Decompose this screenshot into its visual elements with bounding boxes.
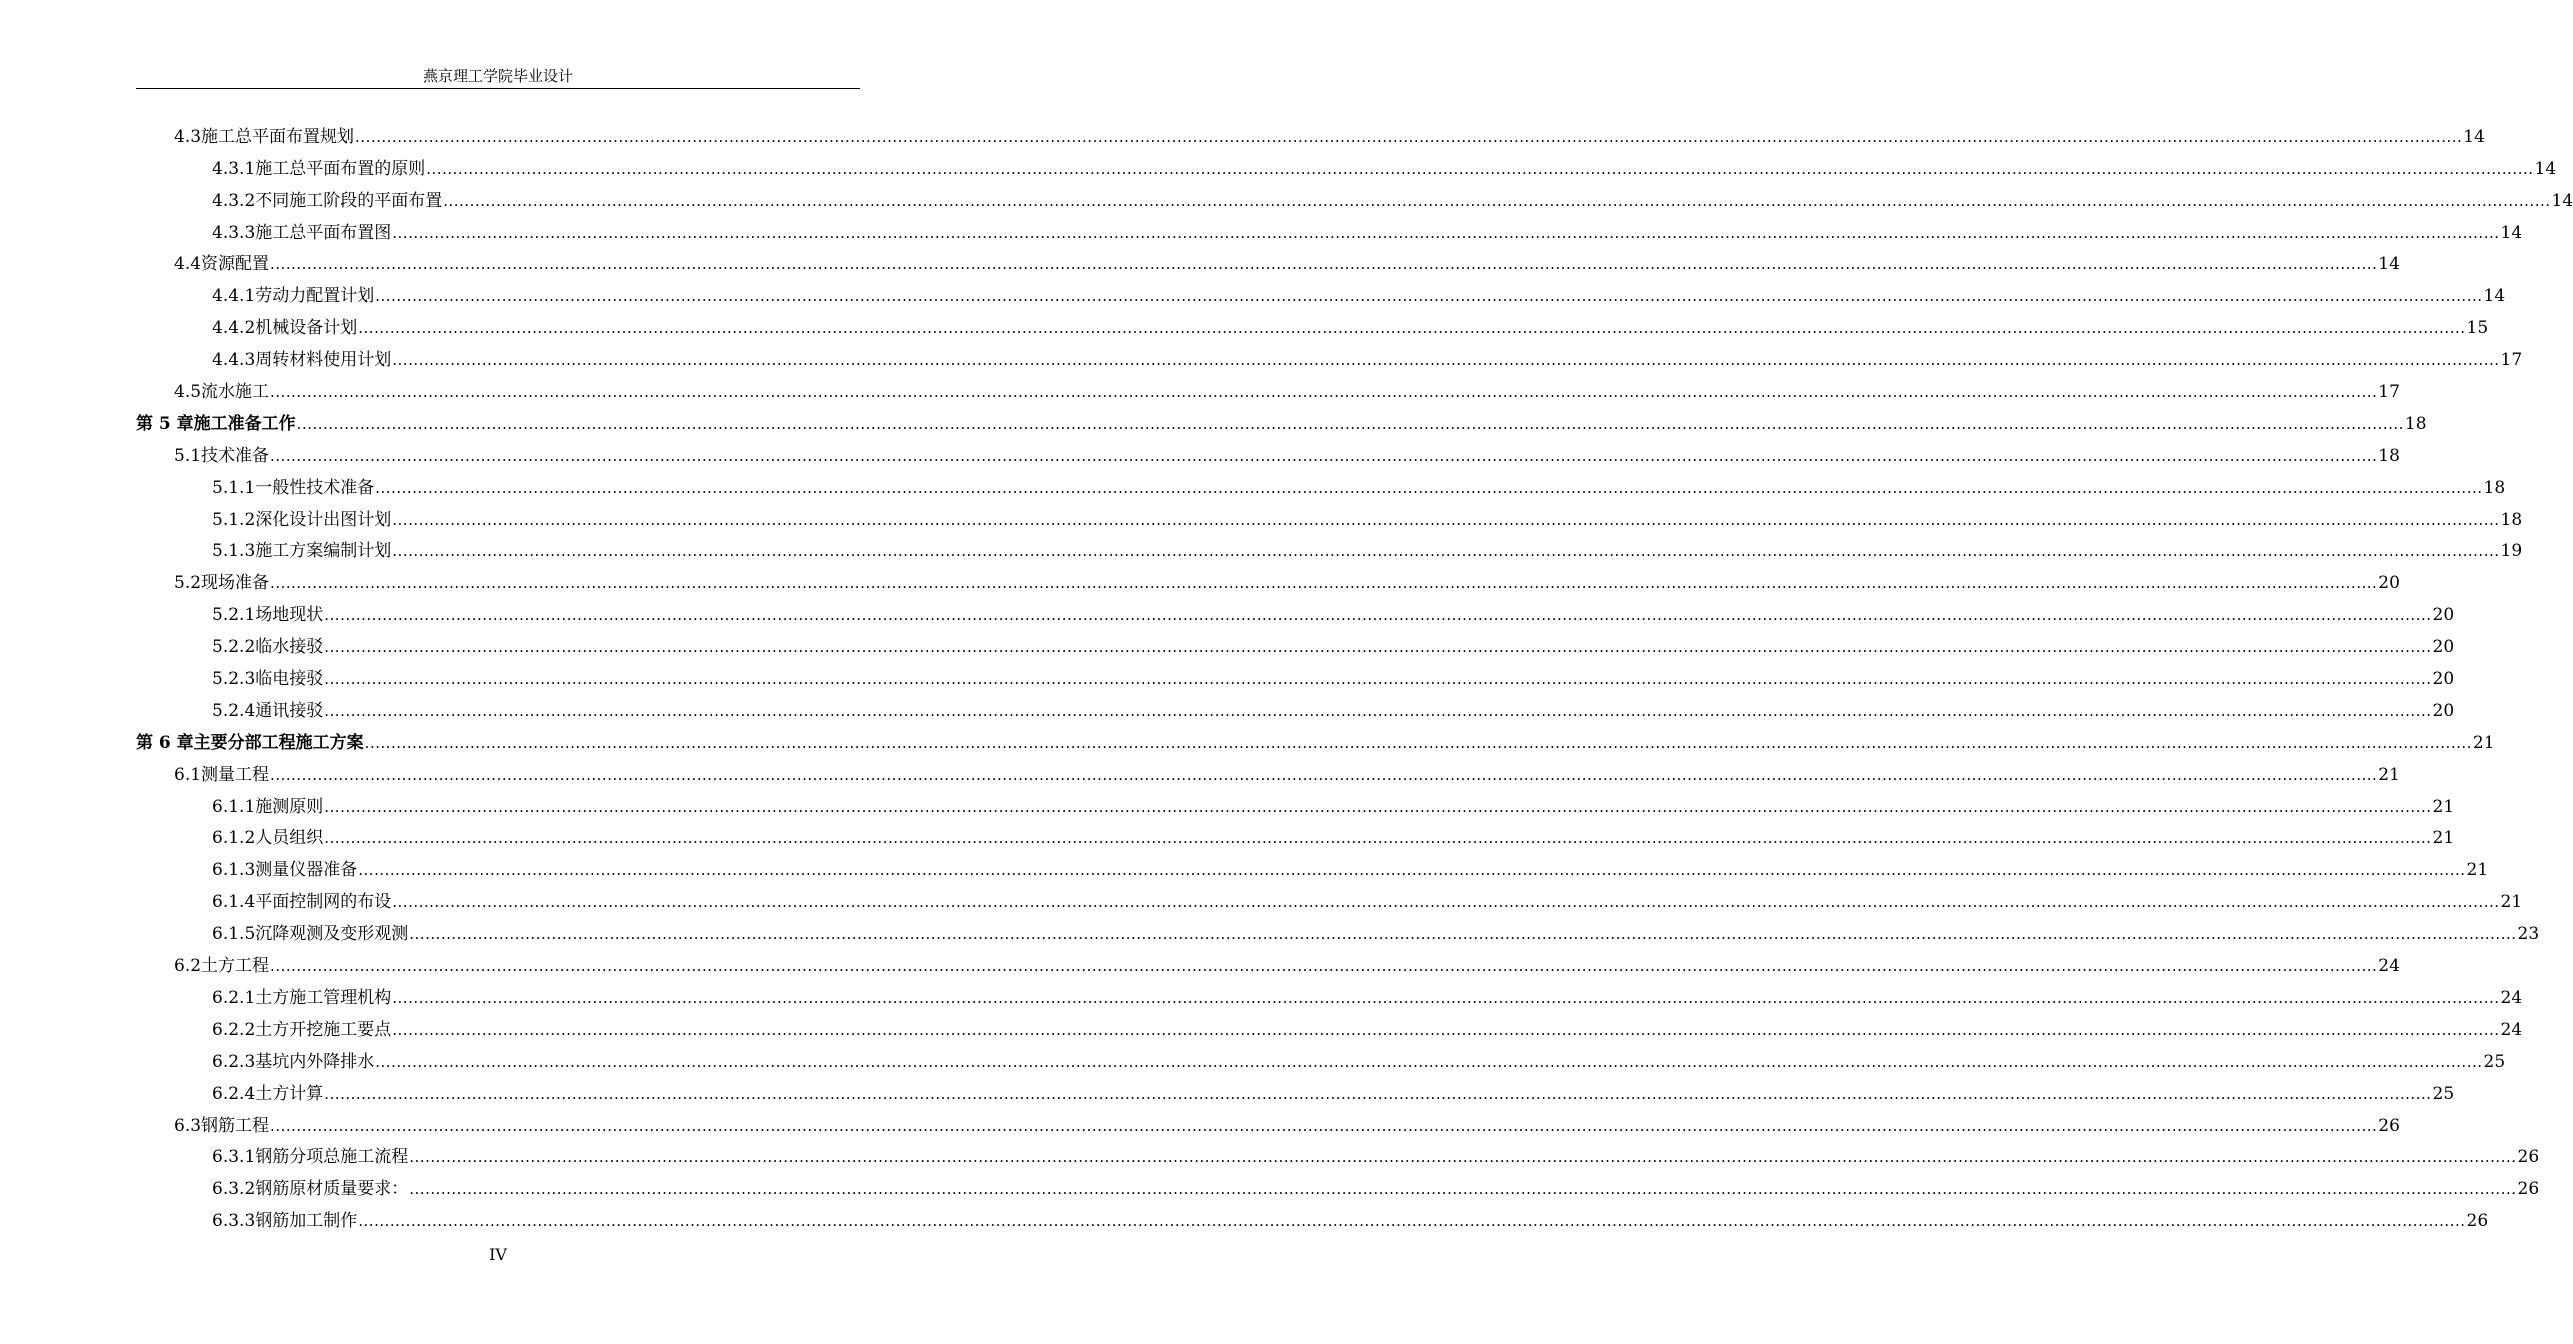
toc-entry-title: 沉降观测及变形观测 bbox=[255, 924, 409, 945]
toc-entry[interactable] bbox=[136, 307, 2489, 339]
toc-entry-number: 6.3 bbox=[174, 1115, 202, 1136]
toc-entry[interactable] bbox=[136, 977, 2523, 1009]
toc-entry-number: 4.3.2 bbox=[212, 190, 256, 211]
toc-dot-leader: ................................................................................................................................................................................................................................................................................................................................................................................................................ bbox=[375, 478, 2483, 497]
toc-entry[interactable] bbox=[136, 722, 2495, 754]
toc-dot-leader: ................................................................................................................................................................................................................................................................................................................................................................................................................ bbox=[392, 351, 2500, 370]
toc-entry-page: 18 bbox=[2483, 477, 2506, 498]
toc-entry[interactable] bbox=[136, 212, 2523, 244]
toc-entry-page: 21 bbox=[2466, 860, 2489, 881]
toc-entry-page: 23 bbox=[2517, 924, 2540, 945]
toc-dot-leader: ................................................................................................................................................................................................................................................................................................................................................................................................................ bbox=[324, 606, 2432, 625]
toc-entry-number: 6.3.2 bbox=[212, 1179, 256, 1200]
toc-dot-leader: ................................................................................................................................................................................................................................................................................................................................................................................................................ bbox=[324, 670, 2432, 689]
page-header: 燕京理工学院毕业设计 bbox=[422, 67, 573, 85]
toc-dot-leader: ................................................................................................................................................................................................................................................................................................................................................................................................................ bbox=[270, 383, 2378, 402]
toc-dot-leader: ................................................................................................................................................................................................................................................................................................................................................................................................................ bbox=[324, 701, 2432, 720]
toc-entry-title: 钢筋分项总施工流程 bbox=[255, 1147, 409, 1168]
toc-entry-title: 施测原则 bbox=[255, 796, 324, 817]
toc-entry-page: 14 bbox=[2551, 190, 2573, 211]
header-divider bbox=[136, 88, 860, 89]
toc-entry-page: 24 bbox=[2500, 987, 2523, 1008]
toc-entry[interactable] bbox=[136, 403, 2427, 435]
toc-entry-page: 14 bbox=[2463, 126, 2485, 147]
toc-entry-page: 20 bbox=[2378, 573, 2400, 594]
toc-dot-leader: ................................................................................................................................................................................................................................................................................................................................................................................................................ bbox=[364, 733, 2472, 752]
toc-entry[interactable] bbox=[136, 786, 2455, 818]
toc-dot-leader: ................................................................................................................................................................................................................................................................................................................................................................................................................ bbox=[409, 1180, 2517, 1199]
toc-entry-title: 钢筋加工制作 bbox=[255, 1211, 358, 1232]
toc-dot-leader: ................................................................................................................................................................................................................................................................................................................................................................................................................ bbox=[324, 829, 2432, 848]
toc-entry[interactable] bbox=[136, 881, 2523, 913]
toc-entry-title: 施工总平面布置规划 bbox=[201, 126, 355, 147]
toc-entry-number: 第 6 章 bbox=[136, 732, 194, 753]
toc-entry-number: 5.1.1 bbox=[212, 477, 256, 498]
toc-entry-page: 25 bbox=[2432, 1083, 2455, 1104]
toc-entry[interactable] bbox=[136, 849, 2489, 881]
toc-entry[interactable] bbox=[136, 244, 2400, 276]
toc-entry[interactable] bbox=[136, 754, 2400, 786]
toc-entry-title: 技术准备 bbox=[201, 445, 270, 466]
toc-entry-title: 钢筋工程 bbox=[201, 1115, 270, 1136]
toc-dot-leader: ................................................................................................................................................................................................................................................................................................................................................................................................................ bbox=[324, 797, 2432, 816]
toc-entry-page: 21 bbox=[2432, 828, 2455, 849]
toc-entry-number: 5.2.3 bbox=[212, 669, 256, 690]
toc-entry-page: 18 bbox=[2404, 413, 2427, 434]
toc-entry-page: 26 bbox=[2378, 1115, 2400, 1136]
toc-entry[interactable] bbox=[136, 435, 2400, 467]
toc-entry-title: 钢筋原材质量要求： bbox=[255, 1179, 409, 1200]
toc-entry[interactable] bbox=[136, 499, 2523, 531]
toc-dot-leader: ................................................................................................................................................................................................................................................................................................................................................................................................................ bbox=[270, 255, 2378, 274]
toc-entry-page: 21 bbox=[2500, 892, 2523, 913]
toc-entry-number: 5.2.1 bbox=[212, 605, 256, 626]
toc-entry-number: 5.1.3 bbox=[212, 541, 256, 562]
toc-entry-number: 5.2.2 bbox=[212, 637, 256, 658]
toc-entry[interactable] bbox=[136, 339, 2523, 371]
toc-entry-title: 现场准备 bbox=[201, 573, 270, 594]
toc-entry-title: 施工总平面布置图 bbox=[255, 222, 392, 243]
toc-entry-title: 周转材料使用计划 bbox=[255, 350, 392, 371]
toc-entry-page: 24 bbox=[2378, 956, 2400, 977]
toc-entry-page: 18 bbox=[2378, 445, 2400, 466]
toc-entry-title: 施工准备工作 bbox=[193, 413, 296, 434]
toc-dot-leader: ................................................................................................................................................................................................................................................................................................................................................................................................................ bbox=[443, 191, 2551, 210]
toc-entry-number: 4.3 bbox=[174, 126, 202, 147]
toc-entry-title: 临电接驳 bbox=[255, 669, 324, 690]
toc-entry-page: 20 bbox=[2432, 669, 2455, 690]
toc-entry-page: 14 bbox=[2483, 286, 2506, 307]
toc-dot-leader: ................................................................................................................................................................................................................................................................................................................................................................................................................ bbox=[392, 893, 2500, 912]
toc-entry-page: 26 bbox=[2517, 1179, 2540, 1200]
toc-entry-page: 17 bbox=[2378, 382, 2400, 403]
toc-entry-title: 流水施工 bbox=[201, 382, 270, 403]
toc-entry-title: 施工总平面布置的原则 bbox=[255, 158, 426, 179]
toc-entry-title: 土方开挖施工要点 bbox=[255, 1019, 392, 1040]
toc-dot-leader: ................................................................................................................................................................................................................................................................................................................................................................................................................ bbox=[375, 287, 2483, 306]
toc-entry-page: 19 bbox=[2500, 541, 2523, 562]
toc-entry[interactable] bbox=[136, 1009, 2523, 1041]
toc-dot-leader: ................................................................................................................................................................................................................................................................................................................................................................................................................ bbox=[296, 414, 2404, 433]
toc-entry-number: 4.3.3 bbox=[212, 222, 256, 243]
toc-entry-number: 6.1.2 bbox=[212, 828, 256, 849]
toc-entry[interactable] bbox=[136, 1168, 2540, 1200]
toc-entry[interactable] bbox=[136, 148, 2557, 180]
toc-dot-leader: ................................................................................................................................................................................................................................................................................................................................................................................................................ bbox=[409, 1148, 2517, 1167]
toc-entry-number: 4.4.1 bbox=[212, 286, 256, 307]
toc-entry-title: 深化设计出图计划 bbox=[255, 509, 392, 530]
toc-entry-title: 不同施工阶段的平面布置 bbox=[255, 190, 443, 211]
toc-entry[interactable] bbox=[136, 658, 2455, 690]
toc-dot-leader: ................................................................................................................................................................................................................................................................................................................................................................................................................ bbox=[358, 1212, 2466, 1231]
toc-entry-title: 土方计算 bbox=[255, 1083, 324, 1104]
toc-entry-title: 平面控制网的布设 bbox=[255, 892, 392, 913]
toc-entry[interactable] bbox=[136, 1137, 2540, 1169]
toc-entry-page: 26 bbox=[2517, 1147, 2540, 1168]
toc-dot-leader: ................................................................................................................................................................................................................................................................................................................................................................................................................ bbox=[375, 1052, 2483, 1071]
toc-entry-title: 场地现状 bbox=[255, 605, 324, 626]
toc-entry-title: 一般性技术准备 bbox=[255, 477, 375, 498]
table-of-contents bbox=[136, 116, 2573, 1232]
toc-entry[interactable] bbox=[136, 945, 2400, 977]
toc-entry-page: 24 bbox=[2500, 1019, 2523, 1040]
toc-entry[interactable] bbox=[136, 690, 2455, 722]
toc-entry-page: 14 bbox=[2534, 158, 2557, 179]
toc-entry-page: 21 bbox=[2432, 796, 2455, 817]
toc-entry-number: 4.4.2 bbox=[212, 318, 256, 339]
toc-entry[interactable] bbox=[136, 1105, 2400, 1137]
toc-entry-page: 17 bbox=[2500, 350, 2523, 371]
toc-entry-title: 人员组织 bbox=[255, 828, 324, 849]
toc-entry-number: 6.1.5 bbox=[212, 924, 256, 945]
toc-dot-leader: ................................................................................................................................................................................................................................................................................................................................................................................................................ bbox=[392, 988, 2500, 1007]
toc-entry[interactable] bbox=[136, 913, 2540, 945]
toc-dot-leader: ................................................................................................................................................................................................................................................................................................................................................................................................................ bbox=[270, 957, 2378, 976]
toc-entry-title: 机械设备计划 bbox=[255, 318, 358, 339]
toc-entry-page: 20 bbox=[2432, 637, 2455, 658]
toc-entry-number: 6.2.1 bbox=[212, 987, 256, 1008]
toc-entry[interactable] bbox=[136, 1073, 2455, 1105]
toc-entry-number: 5.1.2 bbox=[212, 509, 256, 530]
toc-entry[interactable] bbox=[136, 371, 2400, 403]
toc-entry-title: 资源配置 bbox=[201, 254, 270, 275]
toc-entry[interactable] bbox=[136, 467, 2506, 499]
toc-dot-leader: ................................................................................................................................................................................................................................................................................................................................................................................................................ bbox=[358, 319, 2466, 338]
toc-entry-number: 5.2 bbox=[174, 573, 202, 594]
toc-entry-number: 6.1.1 bbox=[212, 796, 256, 817]
toc-dot-leader: ................................................................................................................................................................................................................................................................................................................................................................................................................ bbox=[358, 861, 2466, 880]
toc-entry-page: 15 bbox=[2466, 318, 2489, 339]
toc-entry-number: 第 5 章 bbox=[136, 413, 194, 434]
toc-entry-title: 测量工程 bbox=[201, 764, 270, 785]
toc-entry-number: 6.2 bbox=[174, 956, 202, 977]
toc-dot-leader: ................................................................................................................................................................................................................................................................................................................................................................................................................ bbox=[270, 574, 2378, 593]
toc-entry-page: 25 bbox=[2483, 1051, 2506, 1072]
toc-entry-number: 5.1 bbox=[174, 445, 202, 466]
toc-entry-number: 6.2.2 bbox=[212, 1019, 256, 1040]
toc-entry-title: 土方施工管理机构 bbox=[255, 987, 392, 1008]
toc-entry-title: 土方工程 bbox=[201, 956, 270, 977]
toc-entry-page: 26 bbox=[2466, 1211, 2489, 1232]
toc-entry-number: 6.2.4 bbox=[212, 1083, 256, 1104]
toc-entry-page: 21 bbox=[2378, 764, 2400, 785]
toc-entry-number: 4.4.3 bbox=[212, 350, 256, 371]
toc-entry-number: 6.1.4 bbox=[212, 892, 256, 913]
toc-entry-title: 主要分部工程施工方案 bbox=[193, 732, 364, 753]
toc-entry-title: 劳动力配置计划 bbox=[255, 286, 375, 307]
toc-dot-leader: ................................................................................................................................................................................................................................................................................................................................................................................................................ bbox=[270, 1116, 2378, 1135]
toc-dot-leader: ................................................................................................................................................................................................................................................................................................................................................................................................................ bbox=[324, 1084, 2432, 1103]
toc-entry-number: 4.5 bbox=[174, 382, 202, 403]
toc-entry[interactable] bbox=[136, 1200, 2489, 1232]
toc-entry-number: 6.3.1 bbox=[212, 1147, 256, 1168]
toc-entry-number: 6.3.3 bbox=[212, 1211, 256, 1232]
toc-dot-leader: ................................................................................................................................................................................................................................................................................................................................................................................................................ bbox=[409, 925, 2517, 944]
toc-entry[interactable] bbox=[136, 594, 2455, 626]
toc-entry-number: 6.1.3 bbox=[212, 860, 256, 881]
toc-dot-leader: ................................................................................................................................................................................................................................................................................................................................................................................................................ bbox=[355, 127, 2463, 146]
toc-dot-leader: ................................................................................................................................................................................................................................................................................................................................................................................................................ bbox=[324, 638, 2432, 657]
toc-entry[interactable] bbox=[136, 275, 2506, 307]
toc-entry[interactable] bbox=[136, 116, 2485, 148]
toc-entry-number: 4.3.1 bbox=[212, 158, 256, 179]
toc-entry[interactable] bbox=[136, 626, 2455, 658]
toc-dot-leader: ................................................................................................................................................................................................................................................................................................................................................................................................................ bbox=[392, 542, 2500, 561]
toc-entry-page: 14 bbox=[2500, 222, 2523, 243]
toc-entry-page: 20 bbox=[2432, 700, 2455, 721]
toc-entry-number: 4.4 bbox=[174, 254, 202, 275]
toc-entry[interactable] bbox=[136, 562, 2400, 594]
toc-entry-title: 基坑内外降排水 bbox=[255, 1051, 375, 1072]
toc-entry-number: 5.2.4 bbox=[212, 700, 256, 721]
toc-entry-title: 临水接驳 bbox=[255, 637, 324, 658]
toc-entry-page: 21 bbox=[2472, 732, 2495, 753]
toc-entry-page: 20 bbox=[2432, 605, 2455, 626]
toc-dot-leader: ................................................................................................................................................................................................................................................................................................................................................................................................................ bbox=[270, 446, 2378, 465]
toc-entry[interactable] bbox=[136, 1041, 2506, 1073]
toc-entry-number: 6.1 bbox=[174, 764, 202, 785]
toc-dot-leader: ................................................................................................................................................................................................................................................................................................................................................................................................................ bbox=[392, 1020, 2500, 1039]
toc-dot-leader: ................................................................................................................................................................................................................................................................................................................................................................................................................ bbox=[270, 765, 2378, 784]
toc-entry-title: 测量仪器准备 bbox=[255, 860, 358, 881]
toc-dot-leader: ................................................................................................................................................................................................................................................................................................................................................................................................................ bbox=[392, 510, 2500, 529]
toc-entry[interactable] bbox=[136, 818, 2455, 850]
toc-entry[interactable] bbox=[136, 180, 2573, 212]
toc-entry-page: 18 bbox=[2500, 509, 2523, 530]
toc-entry-title: 施工方案编制计划 bbox=[255, 541, 392, 562]
page-number: IV bbox=[489, 1245, 507, 1264]
toc-entry-page: 14 bbox=[2378, 254, 2400, 275]
toc-entry-number: 6.2.3 bbox=[212, 1051, 256, 1072]
toc-entry[interactable] bbox=[136, 531, 2523, 563]
toc-dot-leader: ................................................................................................................................................................................................................................................................................................................................................................................................................ bbox=[426, 159, 2534, 178]
toc-dot-leader: ................................................................................................................................................................................................................................................................................................................................................................................................................ bbox=[392, 223, 2500, 242]
toc-entry-title: 通讯接驳 bbox=[255, 700, 324, 721]
